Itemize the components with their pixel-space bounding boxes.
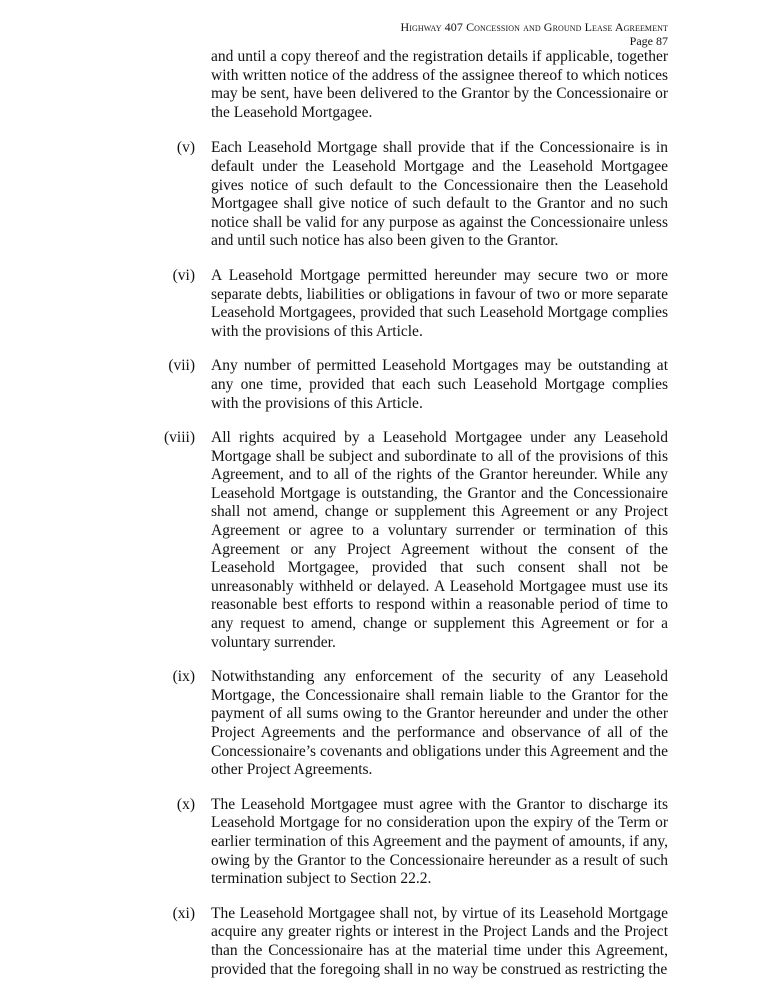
document-title: Highway 407 Concession and Ground Lease Agreement [400,20,668,34]
continuation-paragraph: and until a copy thereof and the registration details if applicable, together with written notice of the address of the assignee thereof to which notices may be sent, have been delivered to the Grantor by the Concessionaire or the Leasehold Mortgagee. [211,48,668,121]
clause-number: (vi) [172,266,195,284]
clause-number: (vii) [168,357,195,375]
clause-text: The Leasehold Mortgagee shall not, by virtue of its Leasehold Mortgage acquire any greater rights or interest in the Project Lands and the Project than the Concessionaire has at the material time under this Agreement, provided that the foregoing shall in no way be construed as restricting the [211,904,668,978]
clause-text: Any number of permitted Leasehold Mortgages may be outstanding at any one time, provided that each such Leasehold Mortgage complies with the provisions of this Article. [211,357,668,412]
clause-number: (xi) [172,904,195,922]
clause-vii [153,357,668,413]
clause-text: A Leasehold Mortgage permitted hereunder may secure two or more separate debts, liabilities or obligations in favour of two or more separate Leasehold Mortgagees, provided that such Leasehold Mortgage complies with the provisions of this Article. [211,266,668,340]
clause-x [153,796,668,889]
clause-text: Notwithstanding any enforcement of the security of any Leasehold Mortgage, the Concessionaire shall remain liable to the Grantor for the payment of all sums owing to the Grantor hereunder and under the other Project Agreements and the performance and observance of all of the Concessionaire’s covenants and obligations under this Agreement and the other Project Agreements. [211,668,668,779]
clause-ix [153,668,668,780]
clause-viii [153,429,668,652]
clause-v [153,139,668,251]
clause-text: The Leasehold Mortgagee must agree with the Grantor to discharge its Leasehold Mortgage for no consideration upon the expiry of the Term or earlier termination of this Agreement and the payment of amounts, if any, owing by the Grantor to the Concessionaire hereunder as a result of such termination subject to Section 22.2. [211,795,668,888]
page-header [401,20,669,48]
clause-number: (v) [176,139,195,157]
clause-text: Each Leasehold Mortgage shall provide that if the Concessionaire is in default under the Leasehold Mortgage and the Leasehold Mortgagee gives notice of such default to the Concessionaire then the Leasehold Mortgagee shall give notice of such default to the Grantor and no such notice shall be valid for any purpose as against the Concessionaire unless and until such notice has also been given to the Grantor. [211,139,668,250]
clause-xi [153,905,668,979]
clause-vi [153,267,668,341]
clause-number: (viii) [164,429,195,447]
clause-number: (ix) [172,668,195,686]
page-number: Page 87 [629,34,668,48]
clause-number: (x) [176,795,195,813]
clause-text: All rights acquired by a Leasehold Mortgagee under any Leasehold Mortgage shall be subject and subordinate to all of the provisions of this Agreement, and to all of the rights of the Grantor hereunder. While any Leasehold Mortgage is outstanding, the Grantor and the Concessionaire shall not amend, change or supplement this Agreement or any Project Agreement or agree to a voluntary surrender or termination of this Agreement or any Project Agreement without the consent of the Leasehold Mortgagee, provided that such consent shall not be unreasonably withheld or delayed. A Leasehold Mortgagee must use its reasonable best efforts to respond within a reasonable period of time to any request to amend, change or supplement this Agreement or for a voluntary surrender. [211,429,668,651]
document-body [153,48,668,995]
